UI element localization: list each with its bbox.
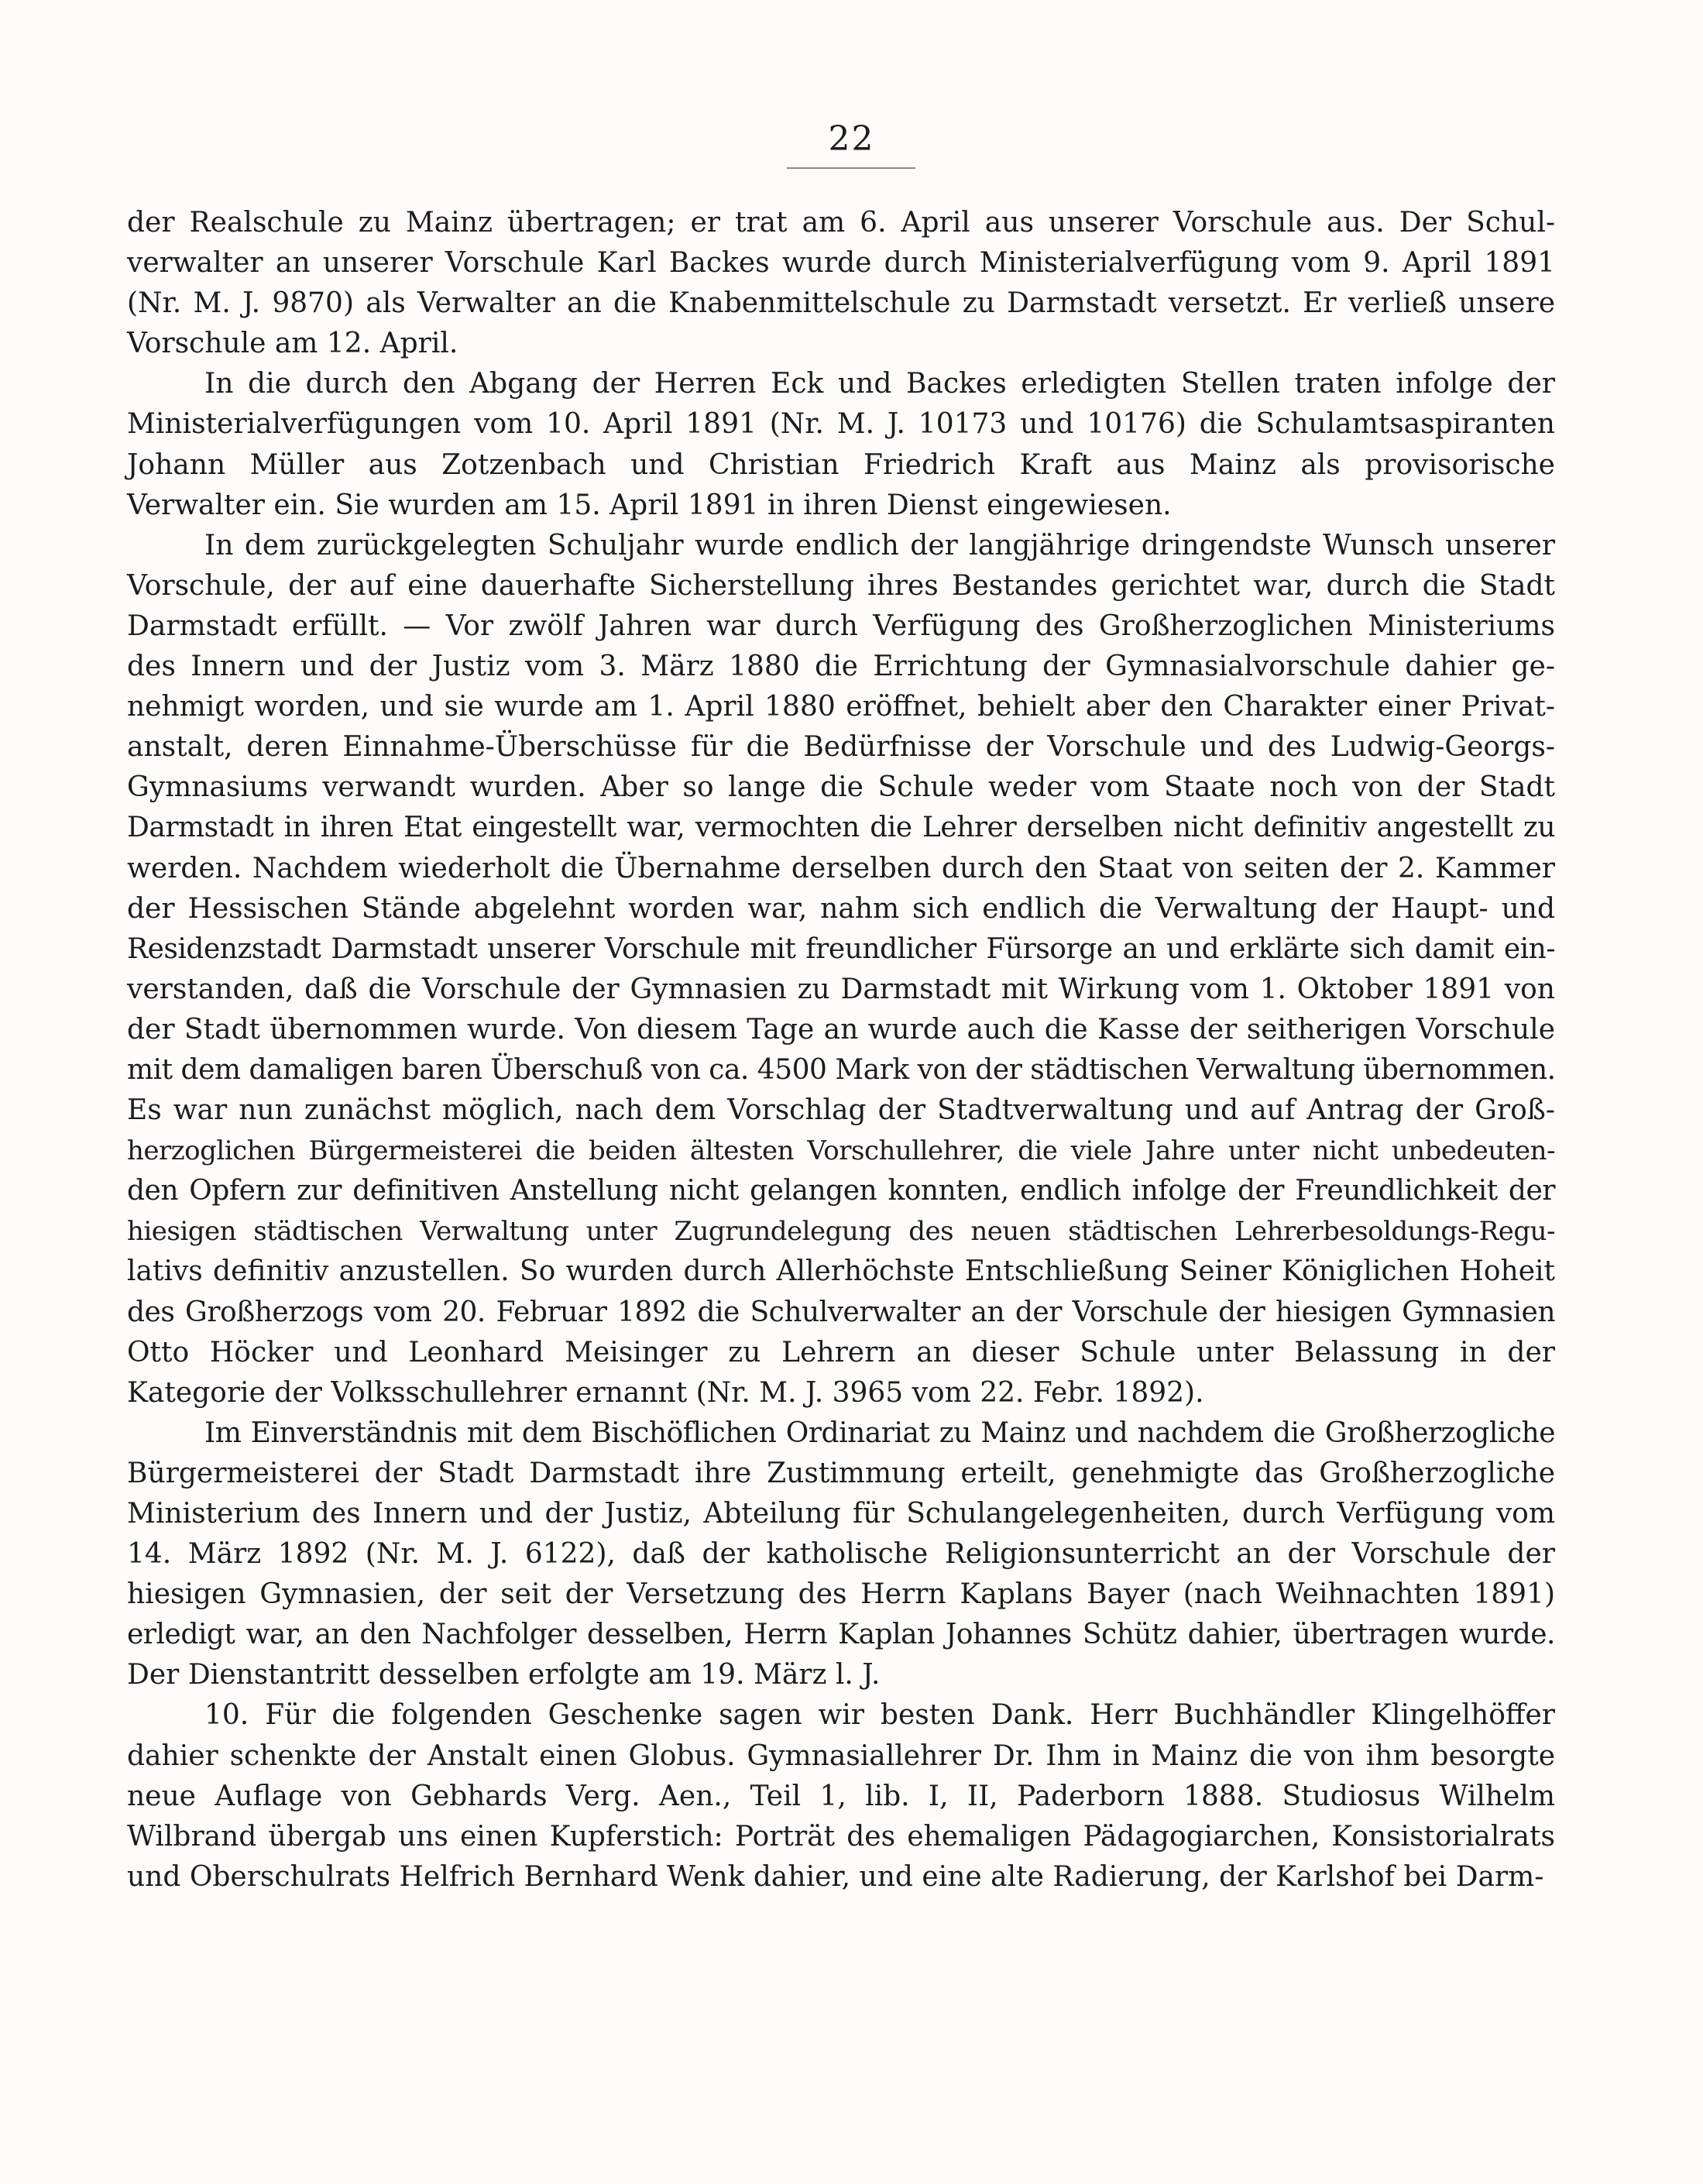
text-line: mit dem damaligen baren Überschuß von ca. 4500 Mark von der städtischen Verwaltung übernommen.	[127, 1053, 1556, 1086]
text-line: Der Dienstantritt desselben erfolgte am 19. März l. J.	[127, 1659, 881, 1691]
text-line: nehmigt worden, und sie wurde am 1. April 1880 eröffnet, behielt aber den Charakter einer Privat-	[127, 691, 1555, 723]
text-line: Kategorie der Volksschullehrer ernannt (Nr. M. J. 3965 vom 22. Febr. 1892).	[127, 1376, 1204, 1409]
text-line: In die durch den Abgang der Herren Eck und Backes erledigten Stellen traten infolge der	[204, 368, 1555, 400]
text-line: der Stadt übernommen wurde. Von diesem Tage an wurde auch die Kasse der seitherigen Vorschule	[127, 1013, 1555, 1046]
text-line: hiesigen städtischen Verwaltung unter Zugrundelegung des neuen städtischen Lehrerbesoldungs-Regu-	[127, 1216, 1555, 1248]
text-line: Es war nun zunächst möglich, nach dem Vorschlag der Stadtverwaltung und auf Antrag der Groß-	[127, 1094, 1555, 1127]
text-line: den Opfern zur definitiven Anstellung nicht gelangen konnten, endlich infolge der Freundlichkeit der	[127, 1175, 1555, 1207]
text-line: Darmstadt erfüllt. — Vor zwölf Jahren war durch Verfügung des Großherzoglichen Ministeriums	[127, 610, 1555, 642]
text-line: der Realschule zu Mainz übertragen; er trat am 6. April aus unserer Vorschule aus. Der Schul-	[127, 207, 1555, 239]
text-line: (Nr. M. J. 9870) als Verwalter an die Knabenmittelschule zu Darmstadt versetzt. Er verließ unsere	[127, 287, 1555, 320]
document-body	[127, 203, 1555, 1897]
text-line: der Hessischen Stände abgelehnt worden war, nahm sich endlich die Verwaltung der Haupt- und	[127, 892, 1555, 925]
paragraph	[127, 203, 1555, 364]
text-line: Vorschule am 12. April.	[127, 328, 458, 360]
text-line: werden. Nachdem wiederholt die Übernahme derselben durch den Staat von seiten der 2. Kammer	[127, 852, 1555, 884]
text-line: Darmstadt in ihren Etat eingestellt war, vermochten die Lehrer derselben nicht definitiv angestellt zu	[127, 812, 1555, 844]
text-line: 10. Für die folgenden Geschenke sagen wir besten Dank. Herr Buchhändler Klingelhöffer	[204, 1699, 1555, 1732]
text-line: herzoglichen Bürgermeisterei die beiden ältesten Vorschullehrer, die viele Jahre unter nicht unbedeuten-	[127, 1135, 1555, 1167]
text-line: dahier schenkte der Anstalt einen Globus. Gymnasiallehrer Dr. Ihm in Mainz die von ihm besorgte	[127, 1739, 1555, 1772]
paragraph	[127, 526, 1555, 1413]
text-line: lativs definitiv anzustellen. So wurden durch Allerhöchste Entschließung Seiner Königlichen Hoheit	[127, 1255, 1555, 1288]
text-line: neue Auflage von Gebhards Verg. Aen., Teil 1, lib. I, II, Paderborn 1888. Studiosus Wilhelm	[127, 1780, 1555, 1812]
text-line: Im Einverständnis mit dem Bischöflichen Ordinariat zu Mainz und nachdem die Großherzogliche	[204, 1417, 1555, 1449]
text-line: Ministerialverfügungen vom 10. April 1891 (Nr. M. J. 10173 und 10176) die Schulamtsaspiranten	[127, 408, 1555, 441]
text-line: In dem zurückgelegten Schuljahr wurde endlich der langjährige dringendste Wunsch unserer	[204, 529, 1555, 561]
text-line: des Innern und der Justiz vom 3. März 1880 die Errichtung der Gymnasialvorschule dahier ge-	[127, 651, 1555, 683]
page-number-rule	[787, 167, 915, 169]
page-number: 22	[828, 119, 875, 159]
text-line: Otto Höcker und Leonhard Meisinger zu Lehrern an dieser Schule unter Belassung in der	[127, 1336, 1555, 1368]
text-line: Ministerium des Innern und der Justiz, Abteilung für Schulangelegenheiten, durch Verfügung vom	[127, 1498, 1555, 1530]
text-line: Residenzstadt Darmstadt unserer Vorschule mit freundlicher Fürsorge an und erklärte sich damit ein-	[127, 932, 1555, 965]
text-line: verstanden, daß die Vorschule der Gymnasien zu Darmstadt mit Wirkung vom 1. Oktober 1891 von	[127, 973, 1555, 1005]
text-line: hiesigen Gymnasien, der seit der Versetzung des Herrn Kaplans Bayer (nach Weihnachten 1891)	[127, 1578, 1555, 1611]
text-line: Johann Müller aus Zotzenbach und Christian Friedrich Kraft aus Mainz als provisorische	[127, 448, 1555, 481]
text-line: erledigt war, an den Nachfolger desselben, Herrn Kaplan Johannes Schütz dahier, übertragen wurde.	[127, 1619, 1555, 1651]
paragraph	[127, 364, 1555, 525]
text-line: und Oberschulrats Helfrich Bernhard Wenk dahier, und eine alte Radierung, der Karlshof bei Darm-	[127, 1860, 1544, 1893]
text-line: Gymnasiums verwandt wurden. Aber so lange die Schule weder vom Staate noch von der Stadt	[127, 771, 1555, 804]
paragraph	[127, 1413, 1555, 1696]
text-line: verwalter an unserer Vorschule Karl Backes wurde durch Ministerialverfügung vom 9. April 1891	[127, 247, 1555, 280]
text-line: anstalt, deren Einnahme-Überschüsse für die Bedürfnisse der Vorschule und des Ludwig-Georgs-	[127, 731, 1555, 764]
text-line: des Großherzogs vom 20. Februar 1892 die Schulverwalter an der Vorschule der hiesigen Gymnasien	[127, 1296, 1555, 1328]
text-line: Verwalter ein. Sie wurden am 15. April 1891 in ihren Dienst eingewiesen.	[127, 489, 1172, 521]
text-line: Vorschule, der auf eine dauerhafte Sicherstellung ihres Bestandes gerichtet war, durch die Stadt	[127, 569, 1555, 602]
text-line: Bürgermeisterei der Stadt Darmstadt ihre Zustimmung erteilt, genehmigte das Großherzogliche	[127, 1457, 1555, 1489]
text-line: 14. März 1892 (Nr. M. J. 6122), daß der katholische Religionsunterricht an der Vorschule der	[127, 1538, 1555, 1571]
paragraph	[127, 1695, 1555, 1897]
text-line: Wilbrand übergab uns einen Kupferstich: Porträt des ehemaligen Pädagogiarchen, Konsistorialrats	[127, 1820, 1555, 1853]
